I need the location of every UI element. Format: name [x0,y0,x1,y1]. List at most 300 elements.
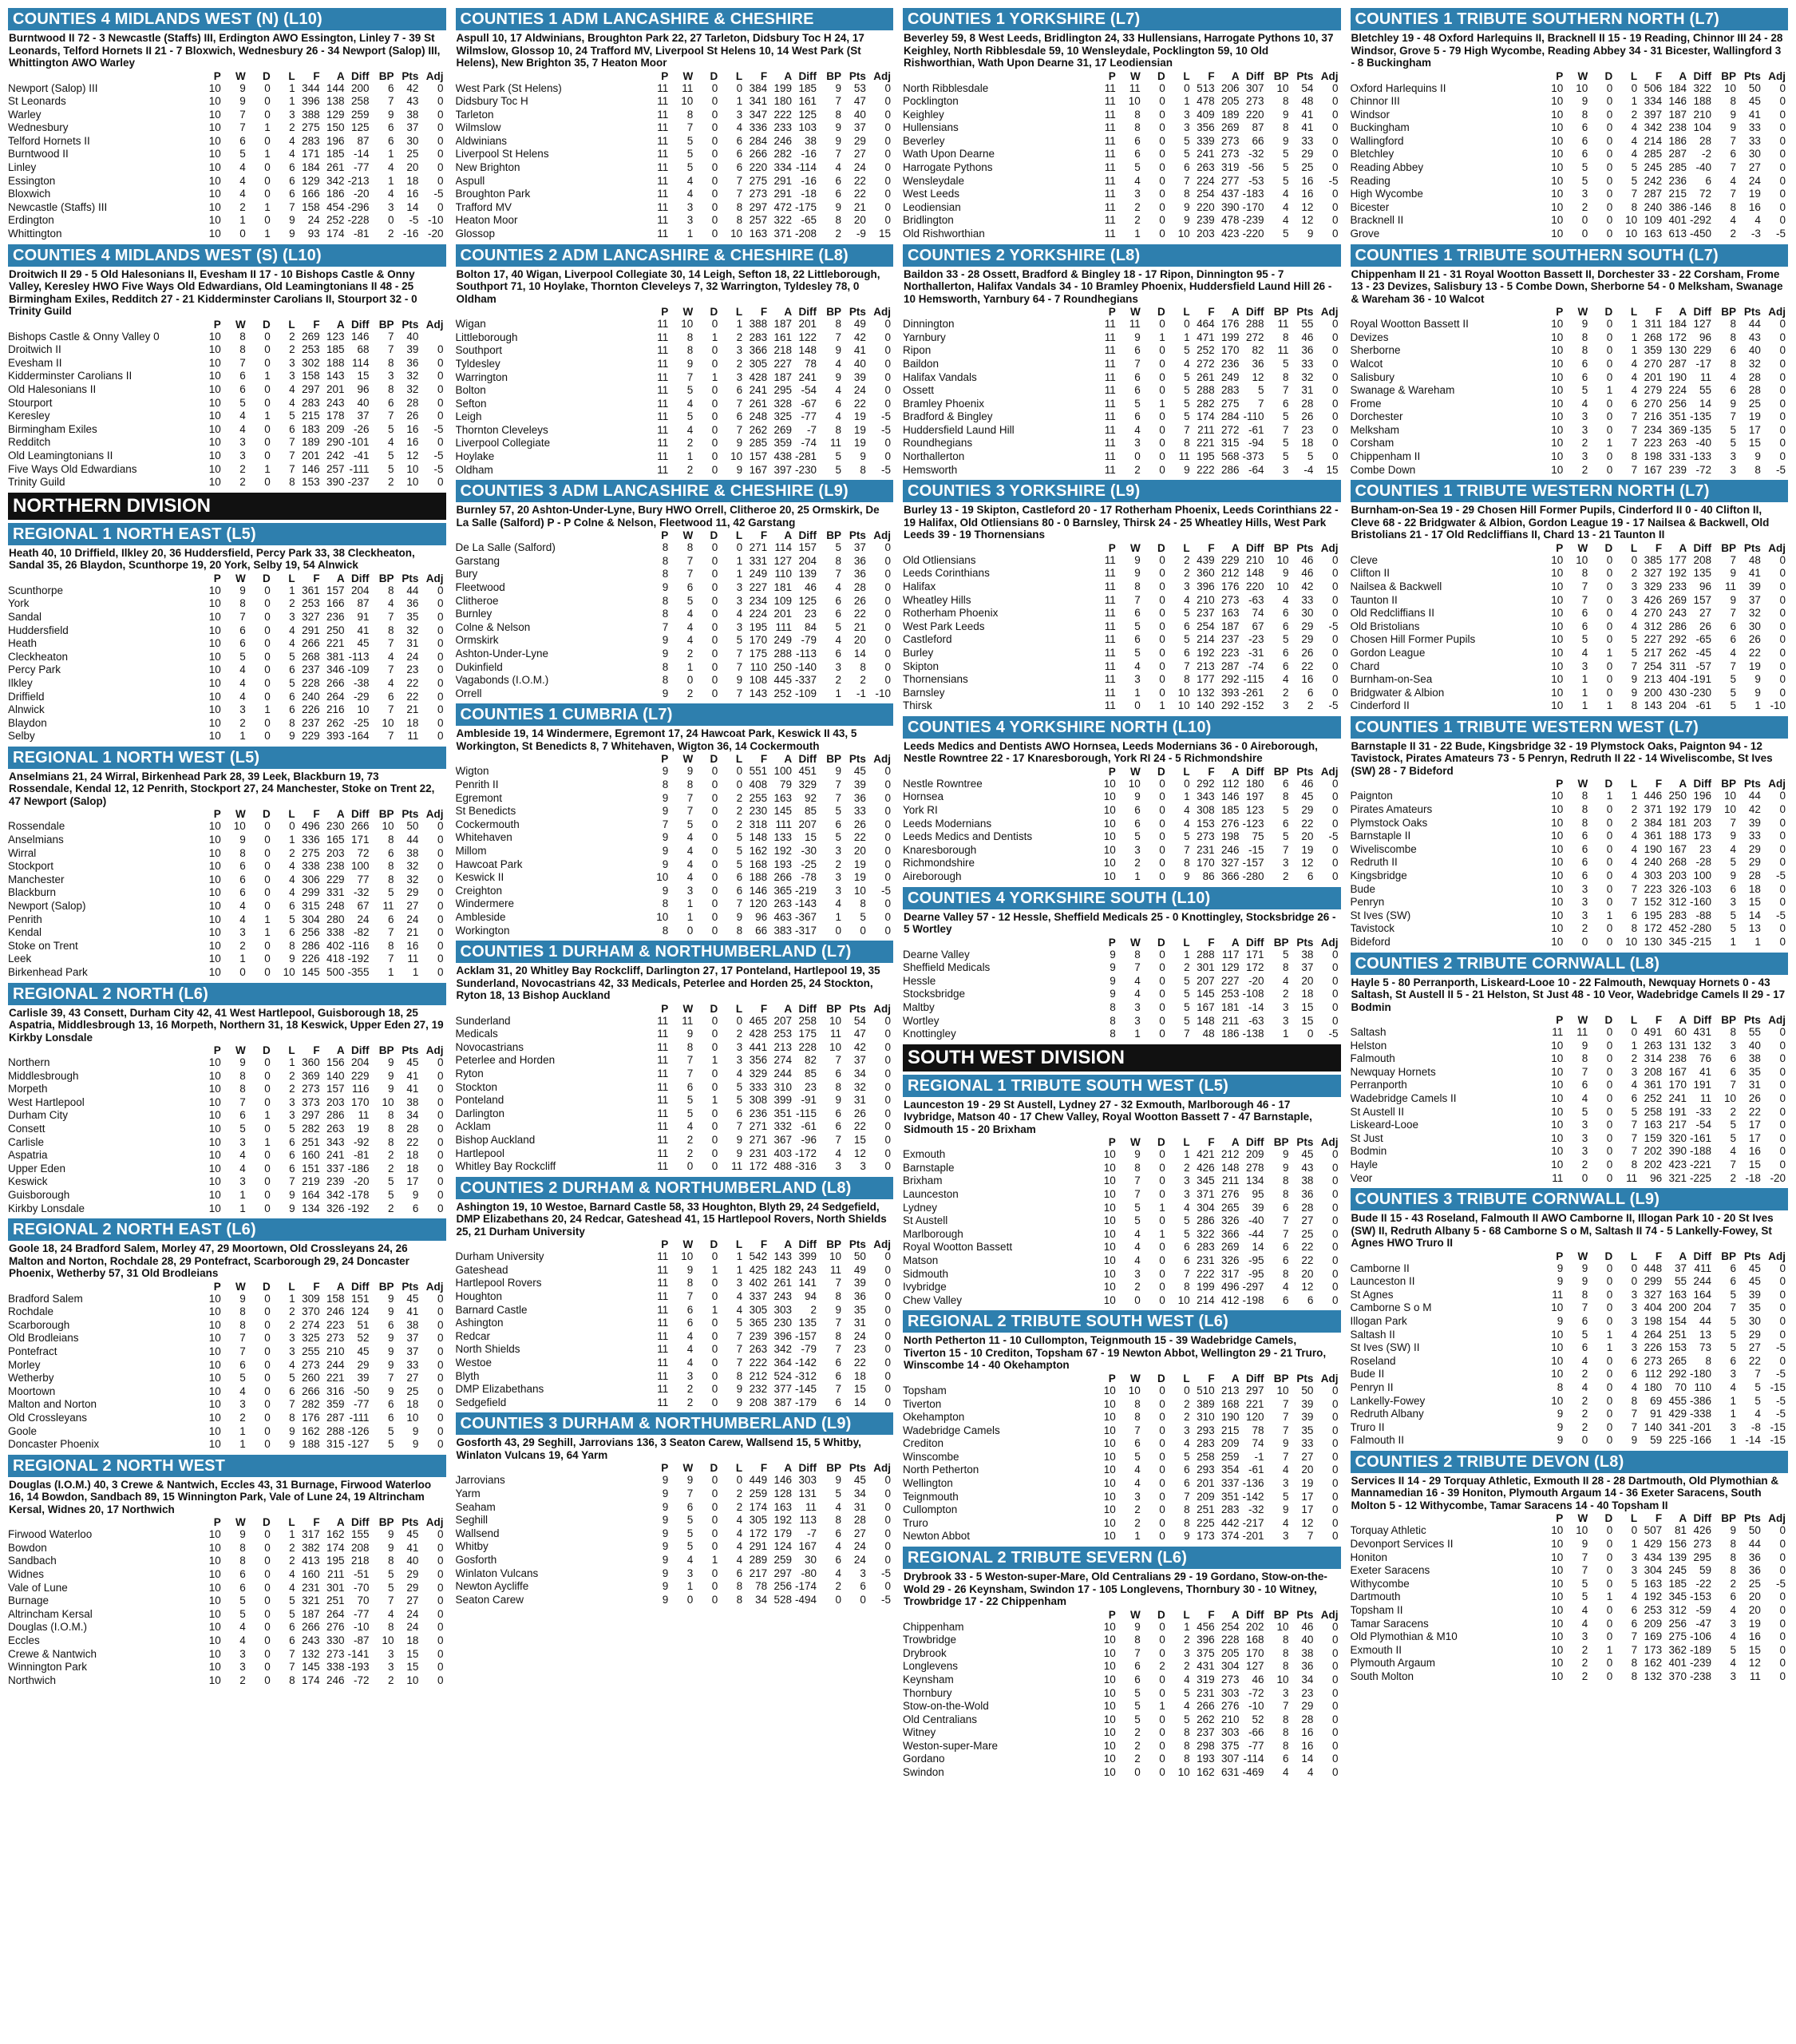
stat-cell: 6 [387,1411,394,1424]
stat-cell: 20 [1301,1267,1314,1280]
stat-cell: 5 [1730,856,1736,869]
header-row [8,808,446,820]
table-row [903,580,1341,594]
stat-cell: 227 [1640,633,1664,647]
stat-cell: 0 [1331,1766,1339,1779]
league-table [903,480,1341,713]
stat-cell: 167 [798,1540,817,1553]
stat-cell: 10 [1094,1281,1118,1294]
stat-cell: 5 [1739,1395,1763,1408]
stat-cell: 0 [1763,161,1788,175]
stat-cell: 209 [1193,1491,1217,1504]
stat-cell: 9 [1739,450,1763,464]
stat-cell: 3 [835,1160,841,1173]
stat-cell: 38 [396,847,421,861]
stat-cell: 5 [686,148,694,160]
stat-cell: 32 [396,383,421,397]
stat-cell: 0 [868,568,893,581]
team-name: Combe Down [1350,463,1416,476]
stat-cell: 16 [396,188,421,201]
stat-cell: 488 [773,1160,793,1173]
stat-cell: 0 [1590,633,1615,647]
stat-cell: 0 [695,188,720,201]
stat-cell: 140 [326,1069,345,1082]
stat-cell: 388 [298,109,322,122]
stat-cell: 19 [1301,843,1314,856]
stat-cell: 17 [1301,1503,1314,1516]
league-results: Carlisle 39, 43 Consett, Durham City 42, 41 West Hartlepool, Guisborough 18, 25 Aspatria, Middlesbrough 13, 16 Morpeth, Northern 31, 18 Keswick, Upper Eden 27, 19 Kirkby Lonsdale [9,1006,444,1044]
stat-cell: -103 [1689,882,1712,895]
stat-cell: 24 [406,1621,419,1634]
column-header: BP [826,306,841,319]
column-header: P [1108,936,1116,949]
header-row [8,1044,446,1056]
team-name: Jarrovians [456,1474,647,1487]
stat-cell: -65 [794,214,819,228]
standings-table [456,1462,894,1606]
stat-cell: 186 [1217,1028,1242,1041]
stat-cell: 0 [868,765,893,778]
team-name: Harrogate Pythons [903,161,1094,175]
stat-cell: 302 [298,357,322,370]
column-header [8,808,199,820]
column-header [903,70,1094,82]
team-name: Tyldesley [455,357,500,370]
stat-cell: 135 [798,1317,817,1329]
stat-cell: 4 [1714,214,1739,228]
stat-cell: 37 [406,121,419,134]
stat-cell: 0 [1779,620,1786,632]
stat-cell: 0 [695,871,720,885]
stat-cell: 4 [224,161,248,175]
stat-cell: 370 [1668,1670,1687,1682]
stat-cell: 10 [1094,1175,1118,1188]
stat-cell: 11 [1094,371,1118,385]
column-header: W [1130,1372,1141,1384]
league-results: Aspull 10, 17 Aldwinians, Broughton Park 22, 27 Tarleton, Didsbury Toc H 24, 17 Wilmslow, Glossop 10, 24 Trafford MV, Liverpool St Helens 10, 14 West Park (St Helens), New Brighton 35, 7 Heaton Moor [456,32,864,69]
stat-cell: 12 [844,1147,868,1161]
table-row [456,109,894,122]
stat-cell: 5 [736,1317,743,1329]
stat-cell: 11 [1094,450,1118,464]
stat-cell: 0 [1315,1254,1340,1268]
stat-cell: 6 [273,900,298,913]
stat-cell: 4 [1581,1380,1588,1393]
table-row [903,1674,1341,1687]
stat-cell: 266 [749,148,768,160]
stat-cell: 2 [720,792,745,806]
stat-cell: 16 [396,436,421,450]
table-row [903,1660,1341,1674]
stat-cell: 316 [326,1384,345,1397]
stat-cell: -115 [795,1107,817,1119]
stat-cell: 4 [1118,975,1143,988]
stat-cell: 8 [1282,1713,1289,1725]
stat-cell: 0 [695,1474,720,1487]
stat-cell: 0 [1590,1368,1615,1381]
stat-cell: 234 [1640,424,1664,438]
stat-cell: 127 [1689,318,1714,331]
stat-cell: 36 [1252,357,1264,370]
stat-cell: 37 [1301,961,1314,974]
stat-cell: 7 [835,1317,841,1329]
stat-cell: 11 [646,344,671,358]
stat-cell: 0 [421,436,445,450]
stat-cell: 7 [387,1594,394,1607]
stat-cell: 0 [1606,410,1613,423]
team-name: Manchester [8,873,199,887]
league-title: COUNTIES 1 DURHAM & NORTHUMBERLAND (L7) [456,941,894,963]
column-header: Adj [873,69,891,82]
table-row [8,148,446,161]
stat-cell: -72 [354,1674,370,1686]
column-header: Adj [1768,1014,1786,1026]
stat-cell: 8 [1184,1503,1190,1516]
stat-cell: 1 [224,953,248,966]
stat-cell: 6 [387,396,394,409]
stat-cell: -77 [801,410,817,423]
table-row [1351,1524,1789,1538]
stat-cell: 0 [1606,620,1613,632]
stat-cell: -15 [1763,1421,1788,1435]
stat-cell: 0 [1291,1028,1315,1041]
stat-cell: 253 [773,1028,793,1040]
team-name: Teignmouth [903,1491,1094,1504]
stat-cell: 10 [1541,1052,1565,1066]
stat-cell: 0 [720,1474,745,1487]
stat-cell: 39 [1739,580,1763,594]
table-body [903,82,1341,241]
team-name: Carlisle [8,1136,199,1150]
column-header: W [1130,765,1141,778]
stat-cell: 337 [322,1163,347,1176]
stat-cell: -5 [421,188,445,201]
table-row [8,1123,446,1136]
stat-cell: 331 [326,886,345,899]
stat-cell: 288 [769,648,794,661]
stat-cell: 7 [686,1054,694,1067]
stat-cell: 163 [769,1501,794,1515]
stat-cell: 276 [326,1621,345,1634]
stat-cell: 0 [264,343,271,356]
stat-cell: 329 [798,778,817,790]
stat-cell: 9 [372,1056,397,1070]
league-title: COUNTIES 2 DURHAM & NORTHUMBERLAND (L8) [456,1177,894,1199]
table-header [903,306,1341,318]
stat-cell: 0 [1143,687,1168,700]
stat-cell: 39 [844,371,868,385]
column-header [8,319,199,331]
stat-cell: 396 [1193,580,1217,594]
stat-cell: 0 [695,621,720,635]
table-row [456,201,894,215]
stat-cell: 9 [1094,949,1118,962]
stat-cell: 188 [745,871,769,885]
stat-cell: 4 [1565,398,1590,411]
stat-cell: 188 [322,357,347,370]
stat-cell: 198 [1217,830,1242,844]
stat-cell: 342 [1644,121,1663,134]
stat-cell: 3 [720,109,745,122]
stat-cell: 0 [1331,988,1339,1000]
stat-cell: 0 [1606,331,1613,343]
stat-cell: 0 [1763,817,1788,830]
stat-cell: 6 [239,624,246,636]
table-body [8,820,446,979]
stat-cell: 0 [1606,935,1613,948]
team-name: Penrith [8,913,42,925]
stat-cell: 0 [884,437,891,450]
team-name: Richmondshire [903,857,1094,870]
stat-cell: 233 [773,121,793,134]
stat-cell: 8 [1267,1175,1292,1188]
team-name: Old Redcliffians II [1351,607,1541,620]
column-header: P [213,1280,221,1293]
stat-cell: 312 [1664,1604,1689,1618]
stat-cell: 1 [686,228,694,240]
stat-cell: 287 [1668,357,1687,370]
stat-cell: 2 [686,437,694,450]
stat-cell: 4 [819,897,844,911]
stat-cell: 10 [1094,830,1118,844]
stat-cell: 4 [1631,384,1638,397]
stat-cell: 251 [298,1136,322,1150]
stat-cell: 273 [1693,1538,1712,1551]
team-name: North Petherton [903,1464,1094,1477]
header-row [1351,1014,1789,1026]
stat-cell: -95 [1248,1267,1264,1280]
column-header: L [1183,1372,1190,1384]
team-name: Heath [8,637,199,651]
table-row [1351,1289,1789,1302]
stat-cell: 22 [844,1357,868,1370]
stat-cell: 9 [1267,1148,1292,1162]
stat-cell: 11 [1094,135,1118,149]
table-row [8,331,446,344]
table-row [8,1385,446,1399]
stat-cell: 0 [1315,161,1340,175]
stat-cell: -20 [427,228,444,240]
stat-cell: 3 [1615,1315,1640,1329]
team-name: Torquay Athletic [1351,1524,1541,1538]
stat-cell: 8 [1118,1411,1143,1424]
stat-cell: 7 [720,897,745,911]
stat-cell: 0 [1331,843,1339,856]
stat-cell: 0 [1606,174,1613,187]
table-row [456,1343,894,1357]
stat-cell: 280 [326,913,345,925]
table-row [8,1674,446,1688]
stat-cell: 0 [1143,949,1168,962]
stat-cell: 114 [769,541,794,555]
column-header: P [661,1238,669,1251]
table-row [8,109,446,122]
stat-cell: 35 [1748,1065,1761,1078]
stat-cell: 7 [387,703,394,716]
stat-cell: 221 [1245,1397,1264,1410]
stat-cell: 10 [1551,1065,1564,1078]
column-header: W [1130,936,1141,949]
stat-cell: 9 [289,730,295,743]
table-row [1351,1604,1789,1618]
stat-cell: 180 [1242,778,1267,791]
column-header: F [760,1462,768,1475]
stat-cell: 0 [248,873,273,887]
stat-cell: 157 [1693,593,1712,606]
team-name: Plymouth Argaum [1351,1657,1541,1670]
stat-cell: 2 [1307,699,1314,712]
stat-cell: 8 [224,1555,248,1568]
stat-cell: 351 [773,1107,793,1119]
column-header: Adj [425,69,444,82]
stat-cell: 2 [671,1383,695,1396]
stat-cell: 26 [1301,646,1314,659]
stat-cell: 310 [773,1080,793,1093]
stat-cell: 163 [1217,607,1242,620]
table-row [456,621,894,635]
table-row [456,398,894,411]
team-name: Pontefract [8,1345,199,1359]
column-header: Diff [798,753,817,766]
column-header: W [682,529,694,542]
team-name: Swindon [903,1766,944,1779]
stat-cell: 125 [794,109,819,122]
league-title: COUNTIES 3 YORKSHIRE (L9) [903,480,1341,502]
stat-cell: 10 [199,1109,224,1123]
stat-cell: 0 [868,1147,893,1161]
column-header: L [1630,69,1638,82]
header-row [903,1609,1341,1621]
stat-cell: 10 [208,676,221,689]
stat-cell: 10 [1551,148,1564,160]
stat-cell: 2 [1565,1657,1590,1670]
stat-cell: 40 [357,396,370,409]
stat-cell: 6 [1134,410,1141,423]
team-name: Bideford [1350,935,1391,948]
stat-cell: 292 [1193,778,1217,791]
stat-cell: 187 [769,371,794,385]
stat-cell: 21 [844,621,868,635]
stat-cell: 161 [773,331,793,343]
stat-cell: 0 [1159,790,1165,803]
table-row [903,975,1341,988]
stat-cell: 215 [1664,188,1689,201]
stat-cell: -108 [1242,988,1264,1000]
stat-cell: 305 [749,1514,768,1527]
stat-cell: 30 [1291,607,1315,620]
column-header: Pts [849,1462,866,1475]
stat-cell: 226 [302,703,320,716]
stat-cell: 0 [695,1015,720,1028]
stat-cell: -14 [1745,1434,1761,1447]
stat-cell: 0 [248,611,273,624]
stat-cell: 20 [1739,1604,1763,1618]
stat-cell: 367 [773,1133,793,1146]
column-header: BP [378,808,394,821]
stat-cell: -15 [1248,843,1264,856]
stat-cell: 7 [1714,188,1739,201]
table-row [8,584,446,598]
stat-cell: 208 [1689,554,1714,568]
stat-cell: 0 [1590,554,1615,568]
stat-cell: -32 [1248,148,1264,160]
stat-cell: 5 [1184,1450,1190,1463]
stat-cell: 9 [1581,95,1588,108]
stat-cell: 5 [1168,975,1193,988]
stat-cell: 9 [1184,870,1190,883]
stat-cell: -367 [794,910,817,923]
stat-cell: 31 [853,1317,866,1329]
stat-cell: 203 [322,847,347,861]
stat-cell: 0 [1581,228,1588,240]
column-header: W [235,318,246,331]
stat-cell: 242 [326,449,345,461]
stat-cell: 11 [646,1041,671,1055]
stat-cell: 168 [749,858,768,870]
stat-cell: 362 [1668,1643,1687,1656]
stat-cell: 9 [273,1189,298,1202]
stat-cell: 10 [199,1582,224,1595]
stat-cell: 0 [1143,135,1168,149]
league-table [8,1455,446,1688]
team-name: Aldwinians [456,135,647,149]
stat-cell: 6 [686,581,694,594]
stat-cell: 40 [1748,1039,1761,1052]
stat-cell: 0 [711,910,718,923]
league-title: COUNTIES 2 TRIBUTE DEVON (L8) [1351,1451,1789,1473]
table-row [903,384,1341,398]
table-row [456,175,894,188]
stat-cell: 7 [1282,843,1289,856]
stat-cell: 0 [695,1501,720,1515]
table-row [456,778,894,792]
stat-cell: 0 [421,584,445,598]
stat-cell: 0 [1590,1079,1615,1092]
stat-cell: 10 [208,1305,221,1318]
stat-cell: 0 [421,161,445,175]
stat-cell: 45 [844,765,868,778]
stat-cell: 4 [671,398,695,411]
stat-cell: 8 [239,343,246,356]
stat-cell: 2 [1134,1739,1141,1752]
stat-cell: 8 [819,424,844,438]
stat-cell: 10 [1551,699,1564,712]
stat-cell: 301 [322,1582,347,1595]
stat-cell: -5 [1328,174,1339,187]
stat-cell: 10 [1103,1713,1116,1725]
table-row [903,1740,1341,1753]
stat-cell: 13 [1699,1328,1712,1341]
stat-cell: 10 [1094,1437,1118,1451]
stat-cell: 153 [302,476,320,489]
stat-cell: 4 [289,886,295,899]
stat-cell: 11 [1700,1091,1712,1104]
stat-cell: 4 [736,608,743,620]
stat-cell: 426 [1197,1161,1215,1174]
stat-cell: 20 [396,161,421,175]
stat-cell: 165 [326,833,345,846]
stat-cell: 22 [1748,1354,1761,1367]
stat-cell: 7 [224,109,248,122]
stat-cell: 0 [1779,1590,1786,1603]
stat-cell: 3 [1118,188,1143,201]
column-header [8,70,199,82]
stat-cell: 11 [646,135,671,149]
stat-cell: 10 [208,703,221,716]
stat-cell: 204 [1693,1301,1712,1314]
stat-cell: 311 [1640,318,1664,331]
table-row [1351,647,1789,660]
